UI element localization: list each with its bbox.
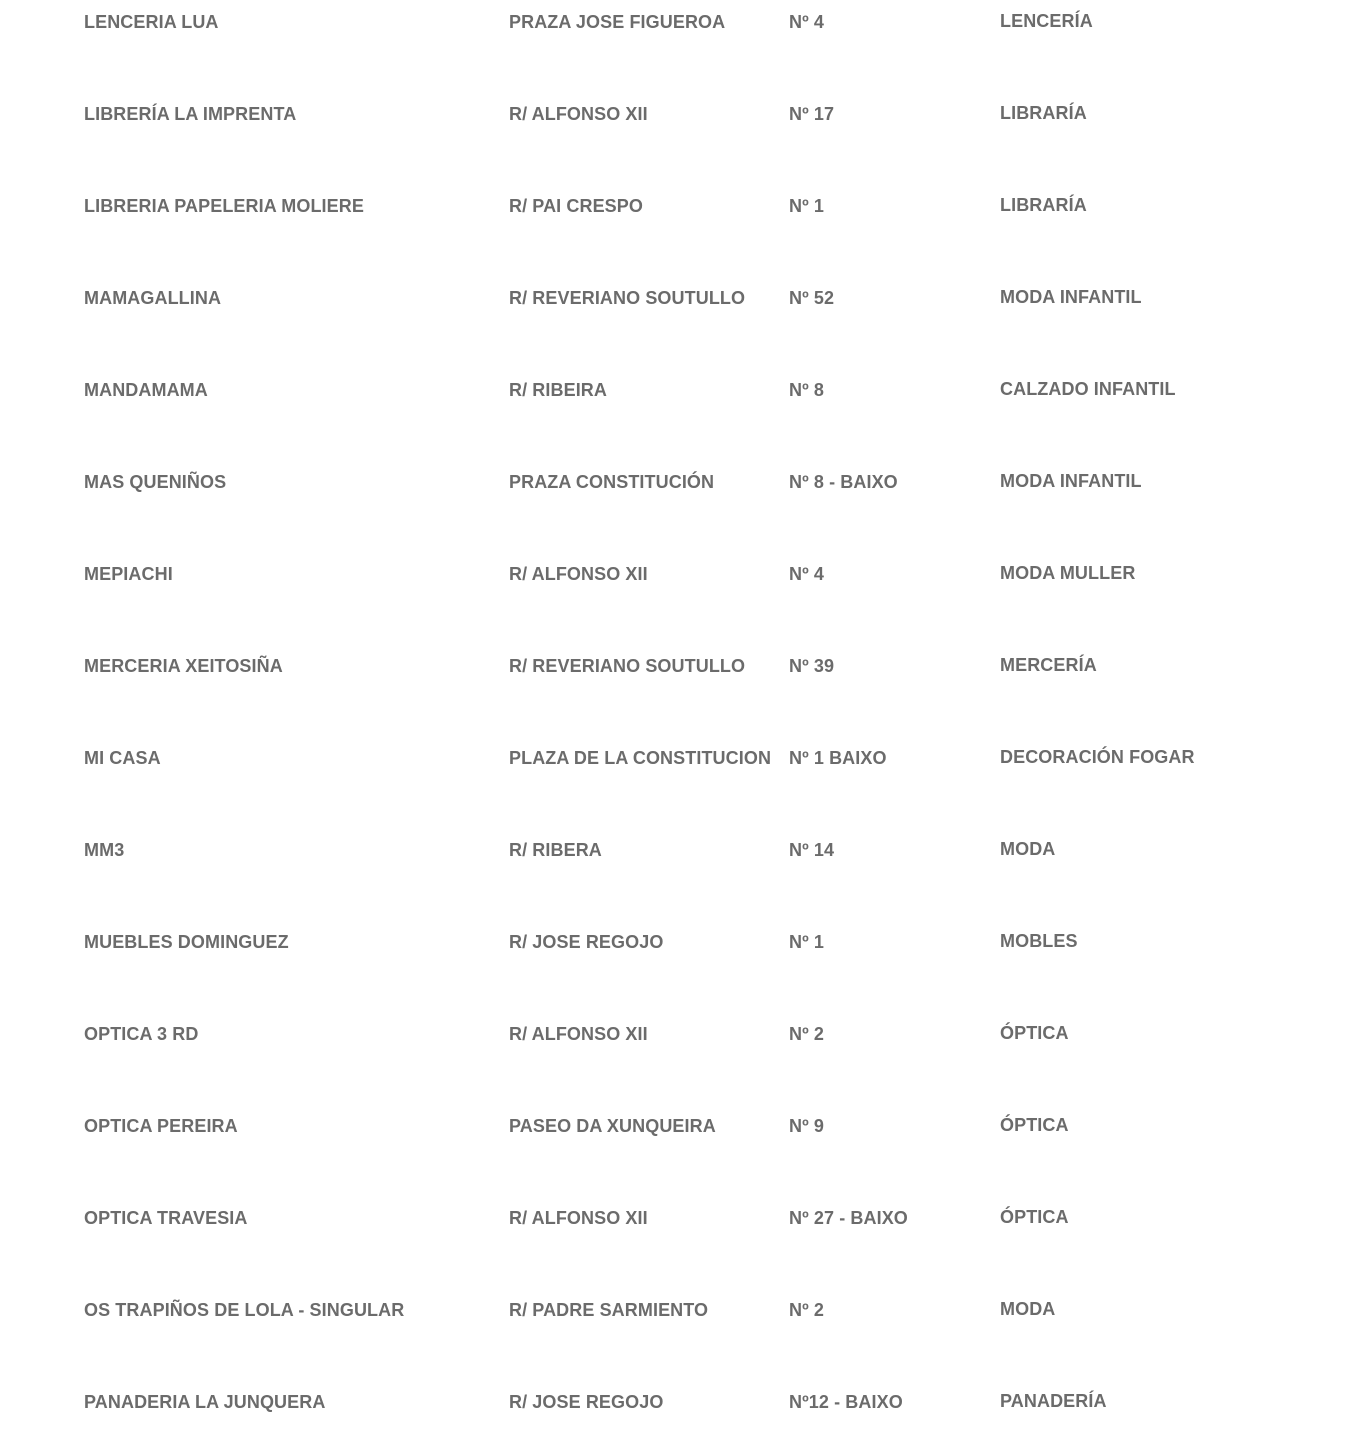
shop-street: R/ ALFONSO XII (509, 1024, 648, 1044)
table-row (0, 654, 1348, 694)
shop-name: MUEBLES DOMINGUEZ (84, 932, 289, 952)
table-row (0, 1022, 1348, 1062)
shop-category: MODA INFANTIL (1000, 471, 1142, 491)
table-row (0, 562, 1348, 602)
shop-name: MM3 (84, 840, 125, 860)
shop-street: PLAZA DE LA CONSTITUCION (509, 748, 772, 768)
table-row (0, 1206, 1348, 1246)
table-row (0, 378, 1348, 418)
shop-street: R/ JOSE REGOJO (509, 932, 664, 952)
shop-number: Nº 1 (789, 932, 824, 952)
shop-category: PANADERÍA (1000, 1391, 1107, 1411)
shop-category: CALZADO INFANTIL (1000, 379, 1176, 399)
shop-name: OPTICA 3 RD (84, 1024, 199, 1044)
shop-street: R/ RIBERA (509, 840, 602, 860)
shop-name: OPTICA TRAVESIA (84, 1208, 248, 1228)
shop-category: MODA MULLER (1000, 563, 1136, 583)
shop-category: MOBLES (1000, 931, 1078, 951)
shop-street: R/ PADRE SARMIENTO (509, 1300, 709, 1320)
shop-name: LIBRERÍA LA IMPRENTA (84, 104, 297, 124)
table-row (0, 102, 1348, 142)
shop-street: R/ JOSE REGOJO (509, 1392, 664, 1412)
shop-street: R/ PAI CRESPO (509, 196, 643, 216)
table-row (0, 10, 1348, 50)
shop-name: MAMAGALLINA (84, 288, 222, 308)
shop-name: MERCERIA XEITOSIÑA (84, 656, 283, 676)
shop-name: MANDAMAMA (84, 380, 208, 400)
shop-number: Nº 2 (789, 1024, 824, 1044)
shop-street: R/ REVERIANO SOUTULLO (509, 288, 746, 308)
shop-number: Nº 4 (789, 12, 824, 32)
table-row (0, 746, 1348, 786)
shop-category: ÓPTICA (1000, 1023, 1069, 1043)
table-row (0, 286, 1348, 326)
shop-street: R/ ALFONSO XII (509, 104, 648, 124)
shop-number: Nº 8 (789, 380, 824, 400)
table-row (0, 1390, 1348, 1430)
shop-number: Nº 8 - BAIXO (789, 472, 898, 492)
shop-name: OPTICA PEREIRA (84, 1116, 238, 1136)
shop-category: LIBRARÍA (1000, 103, 1087, 123)
shop-category: ÓPTICA (1000, 1207, 1069, 1227)
table-row (0, 194, 1348, 234)
shop-name: PANADERIA LA JUNQUERA (84, 1392, 326, 1412)
shop-number: Nº 1 BAIXO (789, 748, 887, 768)
shop-category: LENCERÍA (1000, 11, 1093, 31)
shop-category: DECORACIÓN FOGAR (1000, 747, 1195, 767)
shop-street: R/ ALFONSO XII (509, 1208, 648, 1228)
shop-street: PASEO DA XUNQUEIRA (509, 1116, 716, 1136)
shop-category: MERCERÍA (1000, 655, 1097, 675)
shop-number: Nº 39 (789, 656, 835, 676)
shop-number: Nº 14 (789, 840, 835, 860)
shop-name: MEPIACHI (84, 564, 173, 584)
table-row (0, 930, 1348, 970)
table-row (0, 838, 1348, 878)
shop-category: MODA (1000, 839, 1056, 859)
table-row (0, 470, 1348, 510)
shop-number: Nº 4 (789, 564, 824, 584)
shop-name: OS TRAPIÑOS DE LOLA - SINGULAR (84, 1300, 405, 1320)
shop-category: MODA INFANTIL (1000, 287, 1142, 307)
shop-name: MAS QUENIÑOS (84, 472, 227, 492)
table-row (0, 1298, 1348, 1338)
shop-number: Nº 1 (789, 196, 824, 216)
shop-category: LIBRARÍA (1000, 195, 1087, 215)
shop-name: MI CASA (84, 748, 161, 768)
shop-street: PRAZA CONSTITUCIÓN (509, 472, 715, 492)
shop-category: ÓPTICA (1000, 1115, 1069, 1135)
shop-number: Nº 27 - BAIXO (789, 1208, 908, 1228)
shop-name: LIBRERIA PAPELERIA MOLIERE (84, 196, 364, 216)
shop-number: Nº 52 (789, 288, 835, 308)
shop-street: R/ RIBEIRA (509, 380, 608, 400)
shop-number: Nº12 - BAIXO (789, 1392, 903, 1412)
shop-number: Nº 9 (789, 1116, 824, 1136)
shop-number: Nº 2 (789, 1300, 824, 1320)
shop-street: R/ ALFONSO XII (509, 564, 648, 584)
shop-street: PRAZA JOSE FIGUEROA (509, 12, 726, 32)
shop-name: LENCERIA LUA (84, 12, 219, 32)
table-row (0, 1114, 1348, 1154)
shop-category: MODA (1000, 1299, 1056, 1319)
shop-number: Nº 17 (789, 104, 835, 124)
shop-street: R/ REVERIANO SOUTULLO (509, 656, 746, 676)
